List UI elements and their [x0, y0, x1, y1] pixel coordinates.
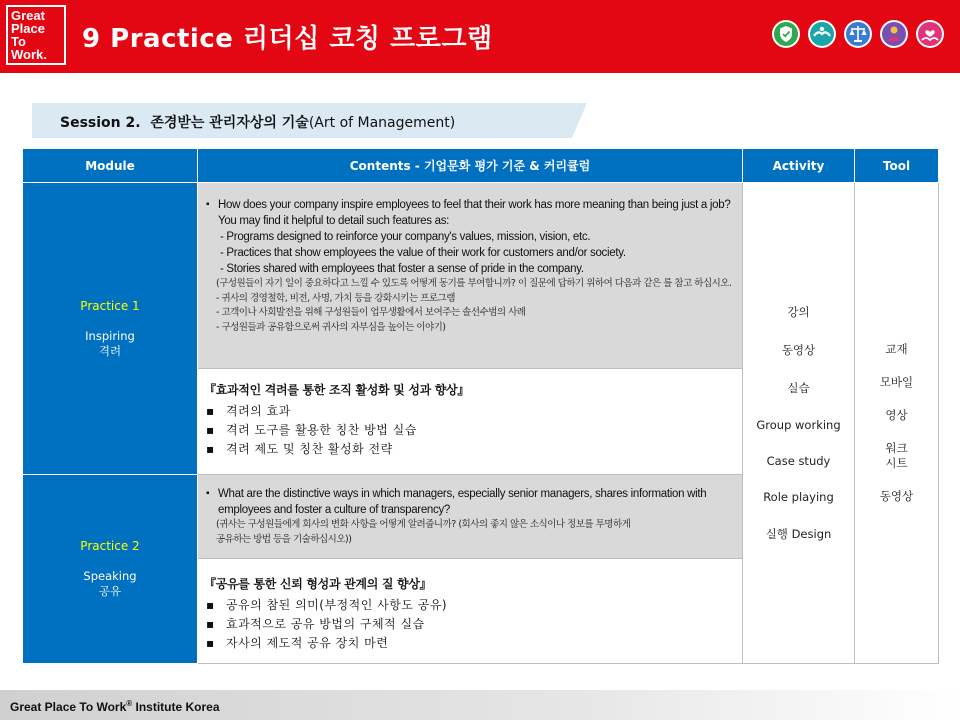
- activity-cell: [743, 183, 855, 664]
- tool-item: 모바일: [879, 375, 914, 389]
- footer-brand-name: Great Place To Work: [10, 700, 127, 714]
- p1-question-sub: - Practices that show employees the value of their work for customers and/or society.: [220, 247, 626, 259]
- p2-curriculum-item: ▪ 효과적으로 공유 방법의 구체적 실습: [204, 615, 742, 634]
- module-number: Practice 1: [80, 298, 140, 313]
- tool-cell: [855, 183, 939, 664]
- session-title: [60, 112, 455, 132]
- p2-question-cell: [198, 475, 743, 559]
- p2-question-en: ▪ What are the distinctive ways in which managers, especially senior managers, shares information with employees and foster a culture of transparency?: [200, 486, 734, 518]
- p1-curriculum-item: ▪ 격려의 효과: [204, 402, 742, 421]
- activity-item: 동영상: [781, 343, 816, 357]
- tool-item: 동영상: [879, 489, 914, 503]
- footer-suffix: Institute Korea: [132, 700, 220, 714]
- page-title: 9 Practice 리더십 코칭 프로그램: [82, 24, 493, 54]
- practice-icons: [772, 20, 944, 48]
- table-row: [23, 183, 939, 369]
- person-icon: [880, 20, 908, 48]
- p1-curriculum-title: 『효과적인 격려를 통한 조직 활성화 및 성과 향상』: [204, 383, 470, 397]
- p2-curriculum-cell: [198, 559, 743, 664]
- activity-item: Role playing: [763, 490, 834, 504]
- activity-item: 실행 Design: [765, 527, 832, 541]
- table-header-row: [23, 149, 939, 183]
- handshake-icon: [808, 20, 836, 48]
- p2-question-ko: (귀사는 구성원들에게 회사의 변화 사항을 어떻게 알려줍니까? (회사의 좋지 않은 소식이나 정보를 투명하게: [216, 519, 631, 530]
- p1-curriculum-cell: [198, 369, 743, 475]
- module-name-en: Speaking: [83, 569, 137, 583]
- header-activity: Activity: [743, 149, 855, 183]
- module-number: Practice 2: [80, 539, 140, 553]
- p1-question-sub: - Programs designed to reinforce your company's values, mission, vision, etc.: [220, 231, 591, 243]
- session-title-ko: 존경받는 관리자상의 기술: [150, 115, 309, 131]
- activity-item: Group working: [756, 418, 841, 432]
- p2-curriculum-title: 『공유를 통한 신뢰 형성과 관계의 질 향상』: [204, 577, 432, 591]
- activity-item: 강의: [787, 305, 810, 319]
- footer-brand: [10, 699, 220, 714]
- module-name-ko: 격려: [98, 343, 122, 358]
- logo-line: Work.: [11, 47, 47, 62]
- header-module: Module: [23, 149, 198, 183]
- p1-question-en: ▪ How does your company inspire employees to feel that their work has more meaning than being just a job? You may find it helpful to detail such features as:: [200, 197, 734, 229]
- shield-icon: [772, 20, 800, 48]
- module-name-en: Inspiring: [85, 328, 135, 343]
- p1-question-ko: - 귀사의 경영철학, 비전, 사명, 가치 등을 강화시키는 프로그램: [216, 292, 455, 304]
- p2-curriculum-item: ▪ 공유의 참된 의미(부정적인 사항도 공유): [204, 596, 742, 615]
- p1-question-ko: - 구성원들과 공유함으로써 귀사의 자부심을 높이는 이야기): [216, 321, 446, 333]
- activity-item: 실습: [787, 381, 810, 395]
- gptw-logo: [6, 5, 66, 65]
- session-banner: [32, 103, 587, 138]
- p2-curriculum-item: ▪ 자사의 제도적 공유 장치 마련: [204, 634, 742, 653]
- tool-item: 워크 시트: [885, 441, 908, 470]
- logo-line: Place: [11, 21, 45, 36]
- tool-item: 영상: [885, 408, 908, 422]
- p1-question-cell: [198, 183, 743, 369]
- activity-item: Case study: [766, 454, 831, 468]
- footer-bar: [0, 690, 960, 720]
- logo-line: To: [11, 34, 26, 49]
- p1-curriculum-item: ▪ 격려 제도 및 칭찬 활성화 전략: [204, 440, 742, 459]
- p1-question-sub: - Stories shared with employees that foster a sense of pride in the company.: [220, 263, 584, 275]
- p2-question-ko: 공유하는 방법 등을 기술하십시오)): [216, 533, 352, 545]
- module-practice-1: [23, 183, 198, 475]
- session-label: Session 2.: [60, 115, 141, 131]
- module-name-ko: 공유: [98, 584, 122, 598]
- scale-icon: [844, 20, 872, 48]
- tool-item: 교재: [885, 342, 908, 356]
- module-practice-2: [23, 475, 198, 664]
- footer-reg-mark: ®: [126, 699, 133, 708]
- hands-heart-icon: [916, 20, 944, 48]
- header-bar: [0, 0, 960, 73]
- curriculum-table: [22, 148, 939, 664]
- session-title-en: (Art of Management): [308, 115, 456, 131]
- header-tool: Tool: [855, 149, 939, 183]
- p1-question-ko: - 고객이나 사회발전을 위해 구성원들이 업무생활에서 보여주는 솔선수범의 사례: [216, 307, 526, 318]
- header-contents: Contents - 기업문화 평가 기준 & 커리큘럼: [198, 149, 743, 183]
- p1-question-ko: (구성원들이 자기 일이 중요하다고 느낄 수 있도록 어떻게 동기를 부여합니까? 이 질문에 답하기 위하여 다음과 같은 를 참고 하십시오.: [216, 278, 732, 289]
- logo-line: Great: [11, 8, 45, 23]
- p1-curriculum-item: ▪ 격려 도구를 활용한 칭찬 방법 실습: [204, 421, 742, 440]
